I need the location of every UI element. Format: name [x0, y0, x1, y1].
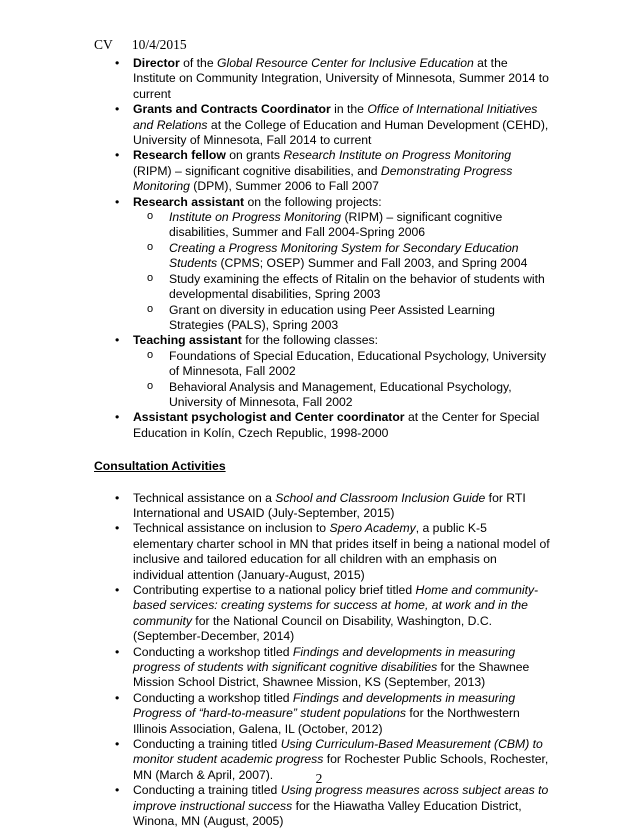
circle-bullet-icon: o — [147, 379, 154, 392]
bullet-icon: • — [115, 333, 120, 348]
experience-item — [94, 56, 550, 102]
bullet-icon: • — [115, 102, 120, 117]
italic-title: School and Classroom Inclusion Guide — [275, 490, 486, 505]
sub-list-item-text — [169, 210, 502, 239]
sub-list-item — [133, 303, 550, 334]
text-segment: on grants — [225, 148, 284, 163]
consultation-item — [94, 491, 550, 522]
italic-title: Research Institute on Progress Monitoring — [283, 148, 512, 163]
list-item-text — [133, 148, 512, 193]
role-title: Research fellow — [133, 148, 226, 163]
circle-bullet-icon: o — [147, 271, 154, 284]
italic-title: Office of International Initiatives and Relations — [133, 102, 538, 132]
text-segment: at the College of Education and Human Development (CEHD), University of Minnesota, Fall 2014 to current — [133, 117, 549, 148]
text-segment: for Rochester Public Schools, Rochester, MN (March & April, 2007). — [133, 752, 549, 782]
list-item-text — [133, 783, 548, 828]
text-segment: for the Hiawatha Valley Education District, Winona, MN (August, 2005) — [133, 798, 522, 829]
text-segment: for the Shawnee Mission School District, Shawnee Mission, KS (September, 2013) — [133, 660, 530, 690]
bullet-icon: • — [115, 690, 120, 705]
text-segment: Study examining the effects of Ritalin on the behavior of students with developmental disabilities, Spring 2003 — [169, 271, 545, 302]
sub-list-item-text — [169, 380, 512, 409]
consultation-item — [94, 691, 550, 737]
sub-list-item — [133, 272, 550, 303]
sub-list-item — [133, 241, 550, 272]
text-segment: for the following classes: — [241, 333, 378, 348]
consultation-item — [94, 783, 550, 829]
page-header — [94, 37, 187, 53]
text-segment: (DPM), Summer 2006 to Fall 2007 — [189, 179, 379, 194]
header-date: 10/4/2015 — [131, 37, 187, 52]
italic-title: Findings and developments in measuring progress of students with significant cognitive disabilities — [133, 644, 516, 675]
text-segment: (RIPM) – significant cognitive disabilities, and — [133, 163, 381, 178]
sub-list-item-text — [169, 349, 546, 378]
bullet-icon: • — [115, 148, 120, 163]
text-segment: Contributing expertise to a national policy brief titled — [133, 583, 416, 597]
text-segment: , a public K-5 elementary charter school in MN that prides itself in being a national model of inclusive and tailored education for all children with an emphasis on individual attention (January-August, 2015) — [133, 521, 550, 582]
italic-title: Using Curriculum-Based Measurement (CBM) to monitor student academic progress — [133, 737, 543, 767]
sub-list-item-text — [169, 272, 545, 301]
bullet-icon: • — [115, 583, 120, 597]
text-segment: Conducting a workshop titled — [133, 690, 293, 705]
sub-list-item-text — [169, 303, 495, 332]
bullet-icon: • — [115, 490, 120, 505]
section-title-consultation: Consultation Activities — [94, 459, 226, 474]
text-segment: Technical assistance on inclusion to — [133, 521, 330, 536]
consultation-item — [94, 645, 550, 691]
cv-content — [94, 56, 550, 830]
sub-list — [133, 210, 550, 333]
circle-bullet-icon: o — [147, 240, 154, 253]
role-title: Research assistant — [133, 194, 245, 209]
page-number: 2 — [315, 771, 323, 786]
italic-title: Spero Academy — [329, 521, 416, 536]
experience-item — [94, 410, 550, 441]
italic-title: Creating a Progress Monitoring System for Secondary Education Students — [169, 240, 519, 271]
list-item-text — [133, 333, 378, 347]
list-item-text — [133, 410, 539, 439]
text-segment: at the Center for Special Education in Kolín, Czech Republic, 1998-2000 — [133, 410, 540, 440]
text-segment: on the following projects: — [244, 194, 382, 209]
experience-item — [94, 102, 550, 148]
role-title: Assistant psychologist and Center coordinator — [133, 410, 405, 425]
italic-title: Global Resource Center for Inclusive Education — [217, 56, 474, 70]
bullet-icon: • — [115, 737, 120, 752]
list-item-text — [133, 521, 550, 581]
circle-bullet-icon: o — [147, 302, 154, 315]
experience-item — [94, 195, 550, 334]
text-segment: Technical assistance on a — [133, 490, 276, 505]
text-segment: for the National Council on Disability, Washington, D.C. (September-December, 2014) — [133, 613, 493, 644]
text-segment: Behavioral Analysis and Management, Educational Psychology, University of Minnesota, Fall 2002 — [169, 379, 512, 409]
bullet-icon: • — [115, 783, 120, 798]
text-segment: for the Northwestern Illinois Association, Galena, IL (October, 2012) — [133, 706, 520, 736]
text-segment: Grant on diversity in education using Peer Assisted Learning Strategies (PALS), Spring 2003 — [169, 302, 495, 332]
experience-item — [94, 148, 550, 194]
sub-list-item — [133, 380, 550, 411]
text-segment: for RTI International and USAID (July-September, 2015) — [133, 490, 526, 520]
bullet-icon: • — [115, 410, 120, 425]
list-item-text — [133, 491, 526, 520]
text-segment: at the Institute on Community Integration, University of Minnesota, Summer 2014 to current — [133, 56, 549, 101]
text-segment: of the — [179, 56, 217, 70]
list-item-text — [133, 102, 548, 147]
text-segment: Conducting a training titled — [133, 783, 281, 798]
bullet-icon: • — [115, 521, 120, 536]
text-segment: Conducting a training titled — [133, 737, 281, 752]
text-segment: in the — [330, 102, 368, 117]
consultation-item — [94, 521, 550, 583]
sub-list-item — [133, 210, 550, 241]
consultation-item — [94, 583, 550, 645]
bullet-icon: • — [115, 194, 120, 209]
circle-bullet-icon: o — [147, 348, 154, 361]
experience-item — [94, 333, 550, 410]
sub-list-item — [133, 349, 550, 380]
sub-list-item-text — [169, 241, 527, 270]
text-segment: Conducting a workshop titled — [133, 644, 293, 659]
role-title: Grants and Contracts Coordinator — [133, 102, 331, 117]
list-item-text — [133, 583, 538, 643]
list-item-text — [133, 645, 529, 690]
italic-title: Findings and developments in measuring Progress of “hard-to-measure” student populations — [133, 690, 516, 721]
italic-title: Institute on Progress Monitoring — [169, 210, 342, 225]
list-item-text — [133, 691, 520, 736]
text-segment: (CPMS; OSEP) Summer and Fall 2003, and Spring 2004 — [217, 256, 528, 271]
circle-bullet-icon: o — [147, 210, 154, 223]
bullet-icon: • — [115, 56, 120, 70]
role-title: Director — [133, 56, 180, 70]
text-segment: Foundations of Special Education, Educational Psychology, University of Minnesota, Fall 2002 — [169, 348, 547, 379]
list-item-text — [133, 195, 382, 209]
header-label: CV — [94, 37, 113, 52]
sub-list — [133, 349, 550, 411]
list-item-text — [133, 56, 549, 101]
text-segment: (RIPM) – significant cognitive disabilities, Summer and Fall 2004-Spring 2006 — [169, 210, 503, 240]
role-title: Teaching assistant — [133, 333, 242, 348]
italic-title: Demonstrating Progress Monitoring — [133, 163, 513, 194]
experience-list — [94, 56, 550, 441]
italic-title: Home and community-based services: creating systems for success at home, at work and in the community — [133, 583, 539, 628]
bullet-icon: • — [115, 644, 120, 659]
italic-title: Using progress measures across subject areas to improve instructional success — [133, 783, 549, 813]
